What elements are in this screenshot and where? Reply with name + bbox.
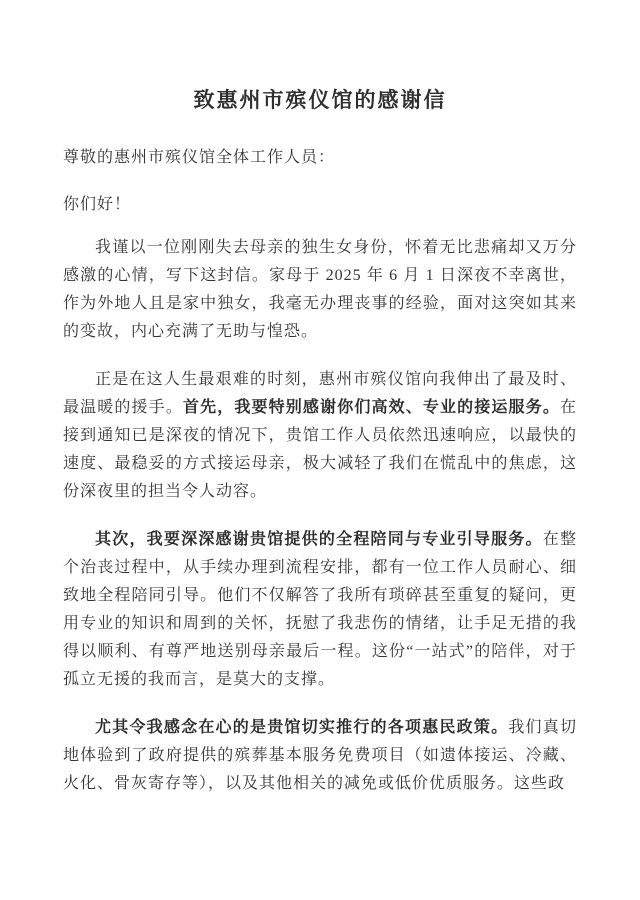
paragraph-1-segment-1: 我谨以一位刚刚失去母亲的独生女身份，怀着无比悲痛却又万分感激的心情，写下这封信。家母于 2025 年 6 月 1 日深夜不幸离世，作为外地人且是家中独女，我毫无办理丧事的经验，面对这突如其来的变故，内心充满了无助与惶恐。 [63,239,577,340]
paragraph-2-segment-3: 在接到通知已是深夜的情况下，贵馆工作人员依然迅速响应，以最快的速度、最稳妥的方式接运母亲，极大减轻了我们在慌乱中的焦虑，这份深夜里的担当令人动容。 [63,399,577,500]
greeting: 你们好！ [63,196,132,213]
paragraph-3-segment-2: 在整个治丧过程中，从手续办理到流程安排，都有一位工作人员耐心、细致地全程陪同引导。他们不仅解答了我所有琐碎甚至重复的疑问，更用专业的知识和周到的关怀，抚慰了我悲伤的情绪，让手足无措的我得以顺利、有尊严地送别母亲最后一程。这份“一站式”的陪伴，对于孤立无援的我而言，是莫大的支撑。 [63,531,577,688]
paragraph-4-segment-1-bold: 尤其令我感念在心的是贵馆切实推行的各项惠民政策。 [95,719,509,736]
salutation: 尊敬的惠州市殡仪馆全体工作人员： [63,149,336,166]
paragraph-1 [63,234,577,346]
paragraph-3-segment-1-bold: 其次，我要深深感谢贵馆提供的全程陪同与专业引导服务。 [95,531,543,548]
paragraph-3 [63,526,577,694]
paragraph-4-segment-2: 我们真切地体验到了政府提供的殡葬基本服务免费项目（如遗体接运、冷藏、火化、骨灰寄存等），以及其他相关的减免或低价优质服务。这些政 [63,719,577,792]
paragraph-2-segment-2-bold: 首先，我要特别感谢你们高效、专业的接运服务。 [182,399,560,416]
letter-title: 致惠州市殡仪馆的感谢信 [193,88,447,112]
letter-body [63,144,577,798]
paragraph-4 [63,714,577,798]
paragraph-2-segment-1: 正是在这人生最艰难的时刻，惠州市殡仪馆向我伸出了最及时、最温暖的援手。 [63,371,577,416]
paragraph-2 [63,366,577,506]
